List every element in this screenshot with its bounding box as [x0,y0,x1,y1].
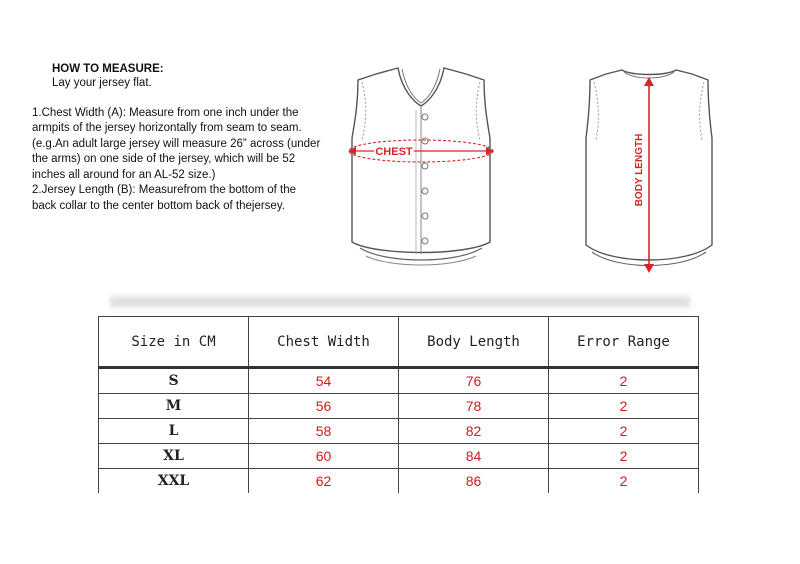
chest-cell: 62 [249,469,399,494]
body-length-label: BODY LENGTH [634,133,645,207]
error-cell: 2 [549,419,699,444]
button-icon [422,188,428,194]
error-cell: 2 [549,469,699,494]
size-cell: L [99,419,249,444]
error-cell: 2 [549,444,699,469]
size-cell: M [99,394,249,419]
length-cell: 84 [399,444,549,469]
body-length-bottom-arrow-icon [644,264,654,273]
length-cell: 78 [399,394,549,419]
chest-cell: 54 [249,368,399,394]
blurred-separator [110,293,690,309]
chest-cell: 60 [249,444,399,469]
button-icon [422,114,428,120]
error-cell: 2 [549,368,699,394]
button-icon [422,138,428,144]
header-body-length: Body Length [399,317,549,368]
measure-instructions [32,62,322,214]
button-icon [422,238,428,244]
size-table-header-row [99,317,699,368]
error-cell: 2 [549,394,699,419]
button-icon [422,163,428,169]
table-row [99,419,699,444]
table-row [99,444,699,469]
jersey-back-svg [572,60,742,280]
instructions-subtitle: Lay your jersey flat. [52,77,152,89]
table-row [99,469,699,494]
size-cell: XXL [99,469,249,494]
instructions-title: HOW TO MEASURE: [52,63,164,75]
button-icon [422,213,428,219]
jersey-front-diagram [336,60,506,280]
length-cell: 86 [399,469,549,494]
chest-example-note: (e.g.An adult large jersey will measure 26” across (under the arms) on one side of the jersey, which will be 52 inches all around for an AL-52 size.) [32,137,321,181]
size-cell: S [99,368,249,394]
size-cell: XL [99,444,249,469]
chest-label: CHEST [375,146,413,158]
header-chest-width: Chest Width [249,317,399,368]
table-row [99,368,699,394]
header-error-range: Error Range [549,317,699,368]
jersey-length-instruction: 2.Jersey Length (B): Measurefrom the bottom of the back collar to the center bottom back of thejersey. [32,184,296,212]
header-size: Size in CM [99,317,249,368]
length-cell: 82 [399,419,549,444]
size-chart-table [98,316,699,493]
table-row [99,394,699,419]
chest-width-instruction: 1.Chest Width (A): Measure from one inch under the armpits of the jersey horizontally from seam to seam. [32,106,302,134]
chest-cell: 58 [249,419,399,444]
jersey-front-svg [336,60,506,280]
chest-cell: 56 [249,394,399,419]
length-cell: 76 [399,368,549,394]
jersey-back-diagram [572,60,742,280]
